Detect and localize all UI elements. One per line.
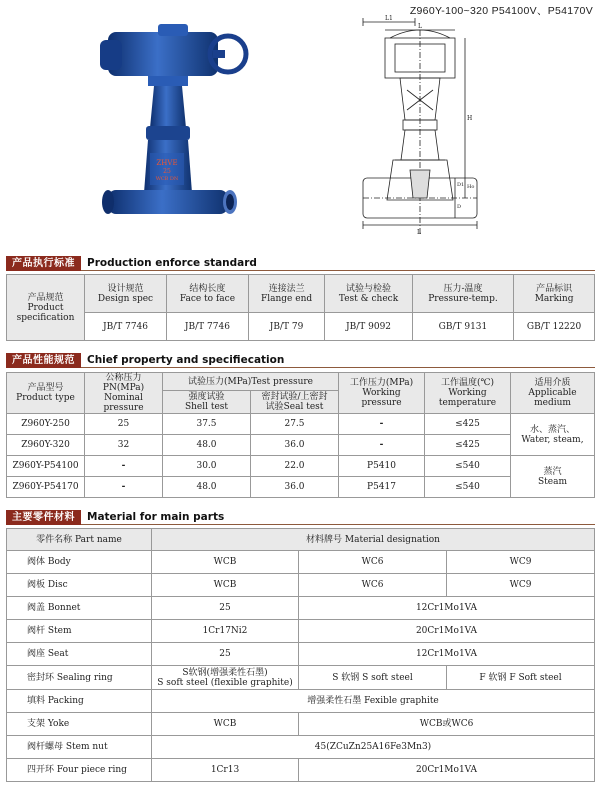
section-property-tag: 产品性能规范 [6, 353, 81, 368]
col-test-check: 试验与检验 Test & check [325, 275, 412, 313]
hdr-shell-test: 强度试验 Shell test [163, 391, 251, 414]
table-row: 填料 Packing 增强柔性石墨 Fexible graphite [7, 690, 595, 713]
dim-d: D [457, 204, 462, 210]
value-pressure-temp: GB/T 9131 [412, 313, 513, 341]
dim-h: H [467, 115, 473, 122]
value-marking: GB/T 12220 [514, 313, 595, 341]
table-row: 密封环 Sealing ring S软钢(增强柔性石墨) S soft steel (flexible graphite) S 软钢 S soft steel F 软钢 F Soft steel [7, 666, 595, 690]
table-row: Z960Y-P54170 - 48.0 36.0 P5417 ≤540 [7, 477, 595, 498]
section-material-tag: 主要零件材料 [6, 510, 81, 525]
photo-marking-1: ZHVE [156, 159, 178, 167]
table-row: Z960Y-P54100 - 30.0 22.0 P5410 ≤540 蒸汽 Steam [7, 456, 595, 477]
hdr-product-type: 产品型号 Product type [7, 373, 85, 414]
section-material-title: Material for main parts [87, 511, 225, 523]
table-row: 支架 Yoke WCB WCB或WC6 [7, 713, 595, 736]
table-row: 阀座 Seat 25 12Cr1Mo1VA [7, 643, 595, 666]
table-row: 阀板 Disc WCB WC6 WC9 [7, 574, 595, 597]
value-test-check: JB/T 9092 [325, 313, 412, 341]
col-face-to-face: 结构长度 Face to face [166, 275, 248, 313]
hdr-part-name: 零件名称 Part name [7, 529, 152, 551]
col-design-spec: 设计规范 Design spec [85, 275, 167, 313]
table-row: 阀杆 Stem 1Cr17Ni2 20Cr1Mo1VA [7, 620, 595, 643]
photo-marking-3: WCB DN [155, 176, 179, 182]
standard-table [6, 274, 595, 341]
section-property-title: Chief property and specifiecation [87, 354, 285, 366]
photo-marking-2: 25 [163, 168, 171, 175]
technical-drawing [355, 10, 595, 240]
hdr-test-pressure: 试验压力(MPa)Test pressure [163, 373, 339, 391]
medium-steam: 蒸汽 Steam [511, 456, 595, 498]
hdr-material: 材料牌号 Material designation [152, 529, 595, 551]
table-row: 阀体 Body WCB WC6 WC9 [7, 551, 595, 574]
section-material-header [6, 510, 595, 525]
model-code: Z960Y-100~320 P54100V、P54170V [409, 5, 593, 17]
property-table [6, 372, 595, 498]
hdr-seal-test: 密封试验/上密封 试验Seal test [251, 391, 339, 414]
value-flange-end: JB/T 79 [248, 313, 324, 341]
table-row: Z960Y-320 32 48.0 36.0 - ≤425 [7, 435, 595, 456]
table-row: 阀杆螺母 Stem nut 45(ZCuZn25A16Fe3Mn3) [7, 736, 595, 759]
section-standard-header [6, 256, 595, 271]
section-property-header [6, 353, 595, 368]
dim-l: L [418, 23, 422, 30]
hdr-working-temp: 工作温度(℃) Working temperature [425, 373, 511, 414]
col-flange-end: 连接法兰 Flange end [248, 275, 324, 313]
medium-water-steam: 水、蒸汽、 Water, steam, [511, 414, 595, 456]
section-standard-title: Production enforce standard [87, 257, 257, 269]
table-row: 四开环 Four piece ring 1Cr13 20Cr1Mo1VA [7, 759, 595, 782]
material-table [6, 528, 595, 782]
table-row: Z960Y-250 25 37.5 27.5 - ≤425 水、蒸汽、 Water, steam, [7, 414, 595, 435]
col-pressure-temp: 压力-温度 Pressure-temp. [412, 275, 513, 313]
dim-l-bottom: L [417, 229, 421, 236]
table-row: 阀盖 Bonnet 25 12Cr1Mo1VA [7, 597, 595, 620]
hdr-working-pressure: 工作压力(MPa) Working pressure [339, 373, 425, 414]
hdr-nominal-pressure: 公称压力PN(MPa) Nominal pressure [85, 373, 163, 414]
dim-l1: L1 [385, 15, 393, 22]
section-standard-tag: 产品执行标准 [6, 256, 81, 271]
dim-d1: D1 [457, 182, 465, 188]
hdr-medium: 适用介质 Applicable medium [511, 373, 595, 414]
col-marking: 产品标识 Marking [514, 275, 595, 313]
valve-photo [88, 18, 268, 233]
value-face-to-face: JB/T 7746 [166, 313, 248, 341]
dim-ho: Ho [467, 184, 475, 190]
product-spec-label: 产品规范 Product specification [7, 275, 85, 341]
value-design-spec: JB/T 7746 [85, 313, 167, 341]
